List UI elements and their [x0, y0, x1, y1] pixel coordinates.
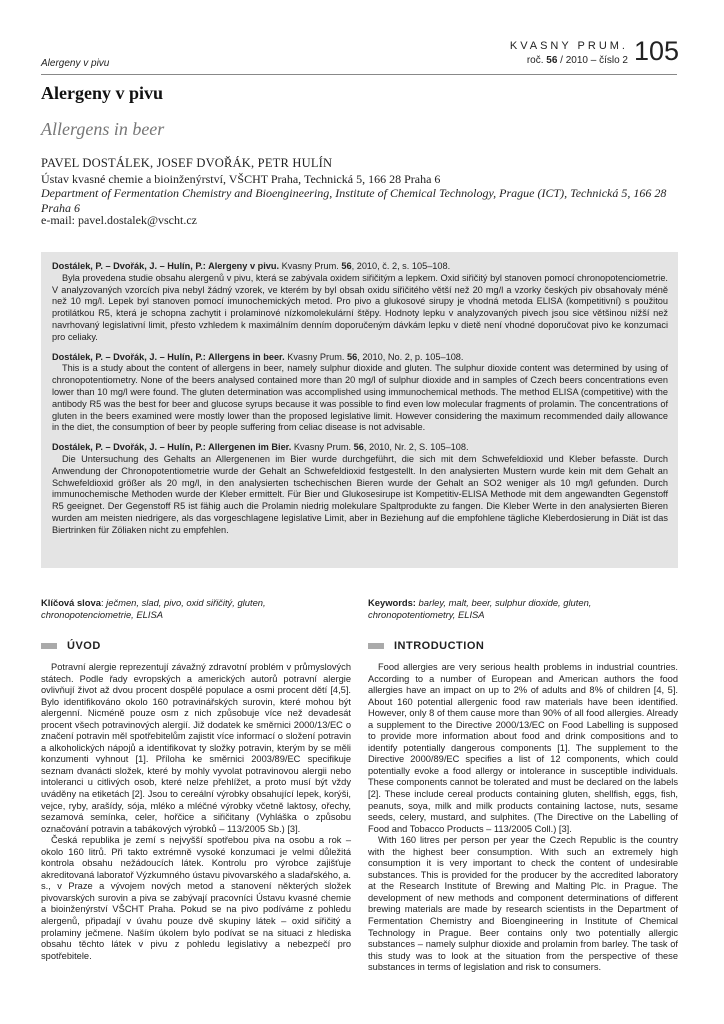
abstract-ref-rest: , 2010, No. 2, p. 105–108.	[357, 351, 464, 362]
paragraph: With 160 litres per person per year the Czech Republic is the country with the highest beer consumption. With such an extremely high consumption it is very important to check the content of undesirable substances. This is provided for the producer by the accredited laboratory at the Research Institute of Brewing and Malting Plc. in Prague. The development of new methods and component determinations of different brewing materials are made by research scientists in the Department of Fermentation Chemistry and Bioengineering in Institute of Chemical Technology in Prague. Beer contains only two potentially allergic substances – namely sulphur dioxide and prolamin from barley. The task of this study was to look at the situation from the perspective of these substances in terms of legislation and risk to consumers.	[368, 835, 678, 973]
keywords-cz: Klíčová slova: ječmen, slad, pivo, oxid siřičitý, gluten, chronopotenciometrie, ELISA	[41, 597, 266, 620]
keywords-en-label: Keywords:	[368, 597, 416, 608]
abstract-cz	[52, 261, 668, 344]
abstract-ref-volume: 56	[353, 442, 364, 453]
volume-prefix: roč.	[526, 55, 544, 66]
paragraph: Potravní alergie reprezentují závažný zdravotní problém v průmyslových státech. Podle řady evropských a amerických autorů potravní alergie ovlivňují život až dvou procent dospělé populace a osmi procent dětí [4,5]. Bylo identifikováno okolo 160 potravinářských surovin, které mohou být alergenní. Nicméně pouze osm z nich způsobuje více než devadesát procent všech potravinových alergií. Již dodatek ke směrnici 2000/13/EC o značení potravin měl spotřebitelům zajistit více informací o složení potravin a alkoholických nápojů a identifikovat ty složky potravin, kterým by se měli konzumenti vyhnout [1]. Příloha ke směrnici 2003/89/EC specifikuje seznam dvanácti složek, které by mohly vyvolat potravinovou alergii nebo intoleranci u citlivých osob, které nelze přehlížet, a proto musí být vždy uváděny na etiketách [2]. Jsou to cereální výrobky obsahující lepek, korýši, vejce, ryby, arašídy, sója, mléko a mléčné výrobky včetně laktosy, ořechy, sezamová semínka, celer, hořčice a siřičitany (Vyhláška o způsobu označování potravin a tabákových výrobků – 113/2005 Sb.) [3].	[41, 662, 351, 834]
abstract-ref-authors: Dostálek, P. – Dvořák, J. – Hulín, P.: Allergenen im Bier.	[52, 442, 292, 453]
email: e-mail: pavel.dostalek@vscht.cz	[41, 213, 197, 227]
heading-bar-icon	[41, 643, 57, 649]
abstract-en	[52, 352, 668, 435]
keywords-en	[368, 597, 678, 621]
keywords-en-text: barley, malt, beer, sulphur dioxide, gluten, chronopotentiometry, ELISA	[368, 597, 592, 620]
body-column-cz	[41, 662, 351, 962]
abstract-ref-journal: Kvasny Prum.	[287, 351, 345, 362]
affiliation-cz: Ústav kvasné chemie a bioinženýrství, VŠCHT Praha, Technická 5, 166 28 Praha 6	[41, 172, 441, 186]
abstract-text: This is a study about the content of allergens in beer, namely sulphur dioxide and gluten. The sulphur dioxide content was determined by using of chronopotentiometry. None of the beers analysed contained more than 20 mg/l of sulphur dioxide and in samples of Czech beers concentrations even lower than 10 mg/l were found. The gluten determination was accomplished using immunochemical methods. The method ELISA (competitive) with the antibody R5 was the best for beer and glucose syrups because it was possible to find even low molecular fragments of prolamin. The concentrations of gluten in the beers examined were mostly lower than the proposed legislative limit. However considering the maximum recommended daily allowance in the diet, the consumption of beer by people suffering from celiac disease is not advisable.	[52, 363, 668, 433]
keywords-cz-text: ječmen, slad, pivo, oxid siřičitý, gluten, chronopotenciometrie, ELISA	[41, 597, 266, 620]
abstract-ref-volume: 56	[346, 351, 358, 362]
body-column-en	[368, 662, 678, 974]
abstract-ref-rest: , 2010, Nr. 2, S. 105–108.	[363, 442, 469, 453]
volume-suffix: / 2010 – číslo 2	[560, 55, 628, 66]
authors: PAVEL DOSTÁLEK, JOSEF DVOŘÁK, PETR HULÍN	[41, 156, 333, 170]
abstract-ref-journal: Kvasny Prum.	[293, 442, 352, 453]
abstract-ref-authors: Dostálek, P. – Dvořák, J. – Hulín, P.: Alergeny v pivu.	[52, 261, 280, 271]
section-heading-introduction	[368, 638, 484, 654]
abstract-ref-journal: Kvasny Prum.	[281, 261, 339, 271]
abstract-text: Byla provedena studie obsahu alergenů v pivu, která se zabývala oxidem siřičitým a lepkem. Oxid siřičitý byl stanoven pomocí chronopotenciometrie. V analyzovaných vzorcích piva nebyl žádný vzorek, ve kterém by byl obsah oxidu siřičitého větší než 20 mg/l a vzorky českých piv obsahovaly méně než 10 mg/l. Lepek byl stanoven pomocí imunochemických metod. Pro pivo a glukosové sirupy je vhodná metoda ELISA (kompetitivní) s použitou protilátkou R5, která je schopna zachytit i prolaminové nízkomolekulární štěpy. Hodnoty lepku v analyzovaných pivech jsou sice většinou nižší než navrhovaný legislativní limit, přesto vzhledem k maximálním denním doporučeným dávkám lepku v dietě není vhodné doporučovat pivo ke konzumaci pro celiaky.	[52, 272, 668, 342]
section-heading-uvod	[41, 638, 101, 654]
header-divider	[41, 74, 677, 75]
section-heading-text: INTRODUCTION	[394, 640, 485, 652]
abstract-ref-volume: 56	[341, 261, 352, 271]
abstract-ref-authors: Dostálek, P. – Dvořák, J. – Hulín, P.: Allergens in beer.	[52, 351, 285, 362]
paragraph: Česká republika je zemí s nejvyšší spotřebou piva na osobu a rok – okolo 160 litrů. Při takto extrémně vysoké konzumaci je velmi důležitá kontrola obsahu nežádoucích látek. Kontrolu pro výrobce zajišťuje akreditovaná laboratoř Výzkumného ústavu pivovarského a sladařského, a. s., v Praze a vývojem nových metod a stanovení některých složek pivovarských surovin a piva se zabývají pracovníci Ústavu kvasné chemie a bioinženýrství VŠCHT Praha. Pokud se na pivo podíváme z pohledu alergenů, připadají v úvahu pouze dvě skupiny látek – oxid siřičitý a prolaminy ječmene. Naším úkolem bylo podívat se na situaci z hlediska obsahu těchto látek v pivu z pohledu legislativy a nebezpečí pro spotřebitele.	[41, 835, 351, 961]
abstract-box	[41, 252, 678, 568]
abstract-ref-rest: , 2010, č. 2, s. 105–108.	[351, 261, 451, 271]
section-heading-text: ÚVOD	[67, 640, 101, 652]
heading-bar-icon	[368, 643, 384, 649]
volume-number: 56	[546, 55, 558, 66]
journal-name: KVASNY PRUM.	[509, 40, 628, 52]
abstract-de	[52, 442, 668, 536]
page-number: 105	[634, 36, 680, 66]
article-title: Alergeny v pivu	[41, 83, 164, 103]
paragraph: Food allergies are very serious health problems in industrial countries. According to a number of European and American authors the food allergies have an impact on up to 2% of adults and 8% of children [4, 5]. About 160 potential allergenic food raw materials have been identified. However, only 8 of them cause more than 90% of all food allergies. Already a supplement to the Directive 2000/13/EC on Food Labelling is supposed to provide more information about food and drink compositions and to identify potentially dangerous components [1]. The supplement to the Directive 2000/89/EC specifies a list of 12 components, which could potentially evoke a food allergy or intolerance in susceptible individuals. These components cannot be tolerated and must be declared on the labels [2]. These include cereal products containing gluten, shellfish, eggs, fish, peanuts, soya, milk and milk products containing lactose, nuts, sesame seeds, celery, mustard, and sulphites. (The Directive on the Labelling of Food and Tobacco Products – 113/2005 Coll.) [3].	[368, 662, 678, 834]
affiliation-en: Department of Fermentation Chemistry and Bioengineering, Institute of Chemical Technology, Prague (ICT), Technická 5, 166 28 Praha 6	[41, 186, 667, 215]
article-title-en: Allergens in beer	[41, 119, 165, 139]
abstract-text: Die Untersuchung des Gehalts an Allergenenen im Bier wurde durchgeführt, die sich mit dem Schwefeldioxid und Kleber befasste. Durch Anwendung der Chronopotentiometrie wurde der Gehalt an Schwefeldioxid festgestellt. In den analysierten Mustern wurde kein mit dem Gehalt an Schwefeldioxid größer als 20 mg/l, in den analysierten tschechischen Bieren wurde der Gehalt an SO2 weniger als 10 mg/l gefunden. Durch immunochemische Methoden wurde der Kleber ermittelt. Für Bier und Glukosesirupe ist Kompetitiv-ELISA Methode mit dem angewandten Gegenstoff R5 geeignet. Der Gegenstoff R5 ist fähig auch die Prolamin niedrig molekulare Spaltprodukte zu fangen. Die Kleber Werte in den analysierten Bieren wurden am meisten niedrigere, als das vorgeschlagene legislative Limit, aber in Beziehung auf die empfohlene tägliche Kleberdosierung in Diät ist das Biertrinken für Zöliaken nicht zu empfehlen.	[52, 453, 668, 535]
keywords-cz-label: Klíčová slova	[41, 597, 101, 608]
volume-info	[527, 55, 628, 66]
running-title: Alergeny v pivu	[41, 58, 110, 69]
